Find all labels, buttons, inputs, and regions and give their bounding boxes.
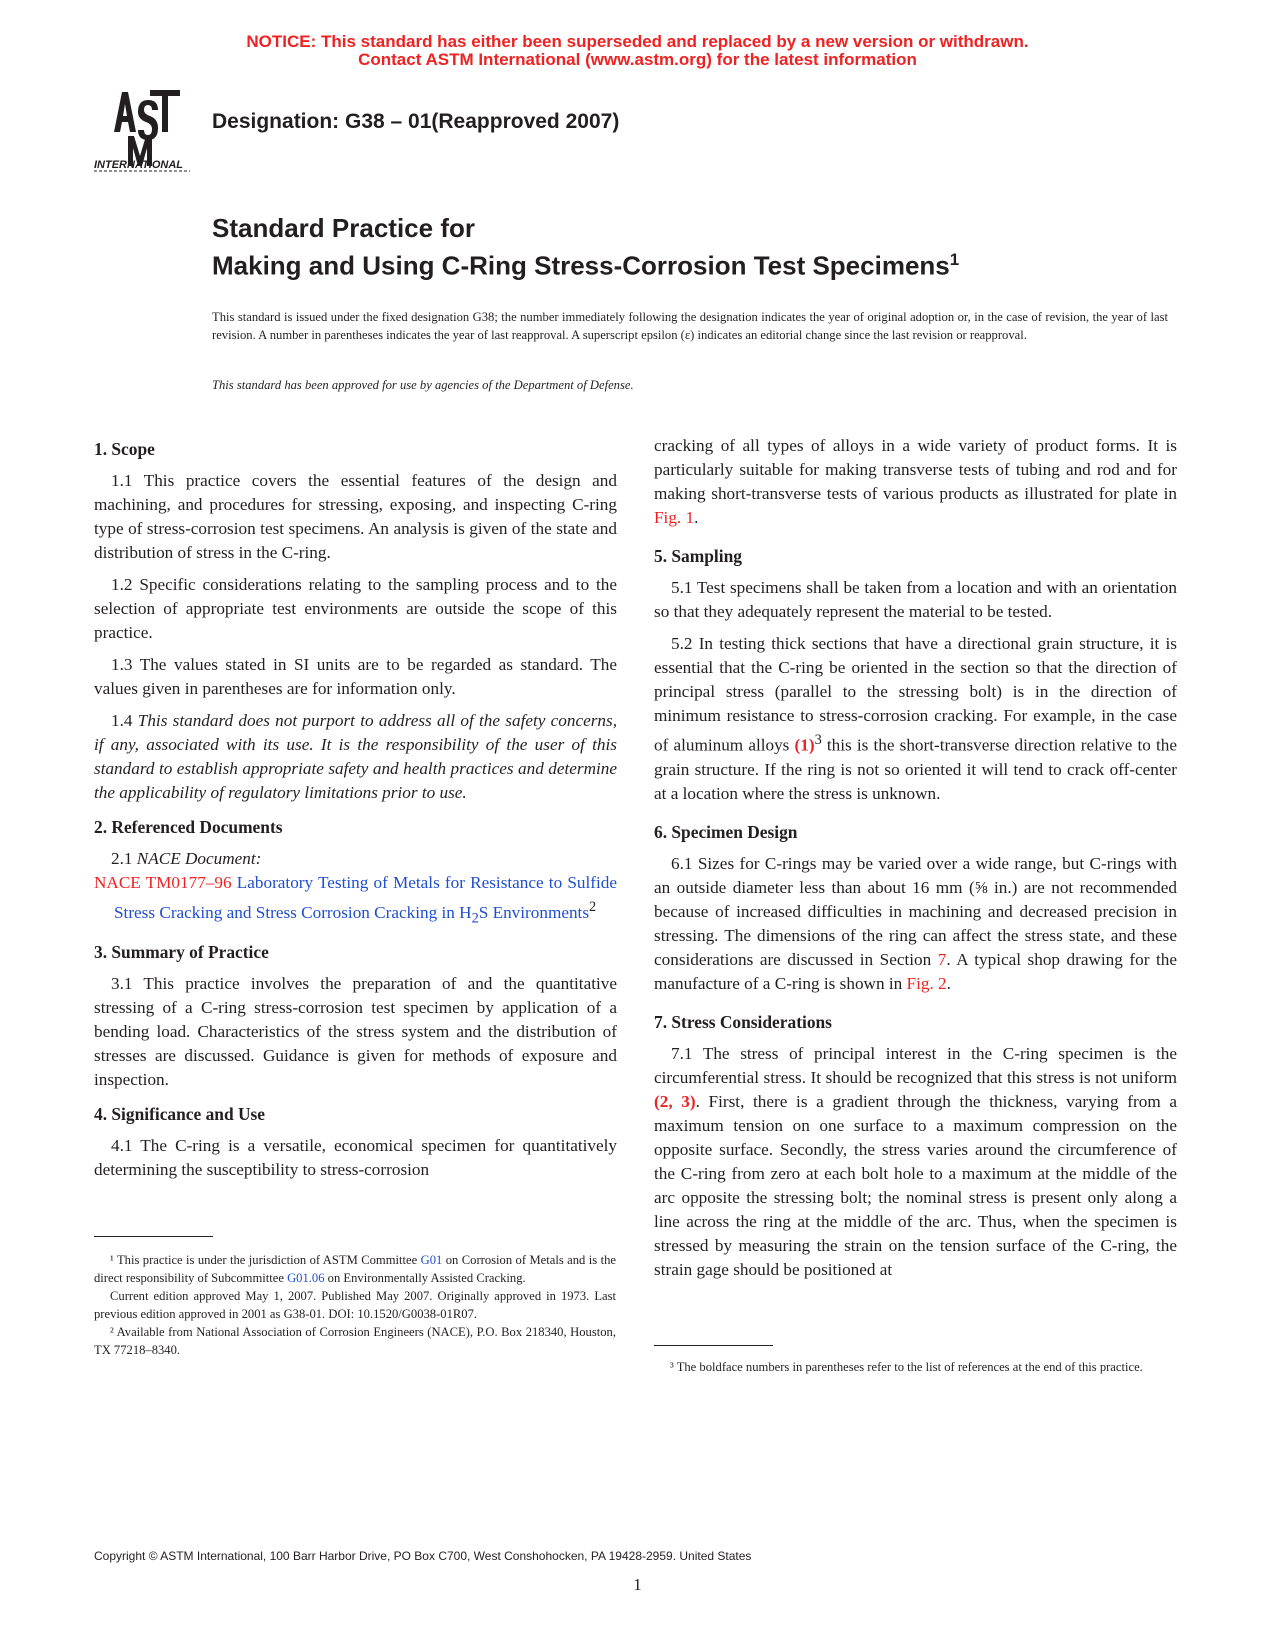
notice-line-2: Contact ASTM International (www.astm.org) for the latest information (358, 50, 917, 69)
footnote-3: ³ The boldface numbers in parentheses refer to the list of references at the end of this practice. (670, 1360, 1143, 1374)
title-line-1: Standard Practice for (212, 213, 475, 243)
para-4-1-continued (654, 434, 1177, 530)
para-6-1-end: . (946, 973, 951, 993)
para-7-1-text-a: 7.1 The stress of principal interest in the C-ring specimen is the circumferential stress. It should be recognized that this stress is not uniform (654, 1043, 1177, 1087)
para-5-2-text-b: this is the short-transverse direction relative to the grain structure. If the ring is not so oriented it will tend to crack off-center at a location where the stress is unknown. (654, 735, 1177, 803)
para-1-1: 1.1 This practice covers the essential features of the design and machining, and procedures for stressing, exposing, and inspecting C-ring type of stress-corrosion test specimens. An analysis is given of the state and distribution of stress in the C-ring. (94, 471, 617, 562)
title-footnote-mark: 1 (949, 250, 960, 269)
footnote-1-text-c: on Environmentally Assisted Cracking. (324, 1271, 526, 1285)
footnote-1 (94, 1251, 616, 1287)
para-5-2 (654, 632, 1177, 806)
footnote-divider-right (654, 1345, 773, 1346)
para-1-4-text: This standard does not purport to address all of the safety concerns, if any, associated with its use. It is the responsibility of the user of this standard to establish appropriate safety and health practices and determine the applicability of regulatory limitations prior to use. (94, 711, 618, 802)
reference-title-part-2[interactable]: S Environments (478, 902, 590, 922)
para-7-1-text-b: . First, there is a gradient through the thickness, varying from a maximum tension on one surface to a maximum compression on the opposite surface. Secondly, the stress varies around the circumference of the C-ring from zero at each bolt hole to a maximum at the middle of the arc opposite the stressing bolt; the nominal stress is present only along a line across the ring at the middle of the arc. Thus, when the specimen is stressed by measuring the strain on the tension surface of the C-ring, the strain gage should be positioned at (654, 1091, 1177, 1279)
footnote-1-text-b: on Corrosion of Metals and is the direct responsibility of Subcommittee (94, 1253, 616, 1285)
para-6-1-text-a: 6.1 Sizes for C-rings may be varied over a wide range, but C-rings with an outside diameter less than about 16 mm (⅝ in.) are not recommended because of increased difficulties in machining and decreased precision in stressing. The dimensions of the ring can affect the stress state, and these considerations are discussed in Section (654, 853, 1177, 969)
footnote-1-edition: Current edition approved May 1, 2007. Published May 2007. Originally approved in 1973. Last previous edition approved in 2001 as G38-01. DOI: 10.1520/G0038-01R07. (94, 1289, 616, 1321)
para-5-2-text-a: 5.2 In testing thick sections that have a directional grain structure, it is essential that the C-ring be oriented in the section so that the direction of principal stress (parallel to the stressing bolt) is in the direction of minimum resistance to stress-corrosion cracking. For example, in the case of aluminum alloys (654, 634, 1177, 755)
footnote-divider-left (94, 1236, 213, 1237)
title-line-2 (212, 244, 959, 282)
section-1-heading: 1. Scope (94, 439, 155, 459)
para-4-1-end: . (694, 508, 699, 527)
reference-1-link[interactable]: (1) (794, 735, 815, 755)
para-5-1: 5.1 Test specimens shall be taken from a location and with an orientation so that they adequately represent the material to be tested. (654, 578, 1177, 621)
references-2-3-link[interactable]: (2, 3) (654, 1091, 696, 1111)
designation: Designation: G38 – 01(Reapproved 2007) (212, 110, 620, 133)
reference-footnote-mark: 2 (589, 899, 597, 915)
title-line-2-text: Making and Using C-Ring Stress-Corrosion Test Specimens (212, 250, 950, 281)
section-3-heading: 3. Summary of Practice (94, 942, 269, 963)
para-6-1-text-b: . A typical shop drawing for the manufacture of a C-ring is shown in (654, 949, 1177, 993)
para-1-4-num: 1.4 (111, 711, 138, 730)
page-number: 1 (633, 1575, 642, 1594)
footnotes-right (654, 1358, 1176, 1376)
para-6-1 (654, 852, 1177, 996)
committee-g01-link[interactable]: G01 (420, 1253, 443, 1267)
fig-1-link[interactable]: Fig. 1 (654, 508, 695, 527)
para-4-1: 4.1 The C-ring is a versatile, economical specimen for quantitatively determining the susceptibility to stress-corrosion (94, 1136, 617, 1180)
standard-issue-note: This standard is issued under the fixed designation G38; the number immediately following the designation indicates the year of original adoption or, in the case of revision, the year of last revision. A number in parentheses indicates the year of last reapproval. A superscript epsilon (ε) indicates an editorial change since the last revision or reapproval. (212, 310, 1168, 342)
reference-code-link[interactable]: NACE TM0177–96 (94, 873, 232, 892)
section-6-heading: 6. Specimen Design (654, 821, 798, 842)
para-1-3: 1.3 The values stated in SI units are to be regarded as standard. The values given in parentheses are for information only. (94, 655, 617, 698)
section-2-heading: 2. Referenced Documents (94, 817, 283, 837)
copyright-line: Copyright © ASTM International, 100 Barr Harbor Drive, PO Box C700, West Conshohocken, PA 19428-2959. United States (94, 1549, 752, 1563)
section-7-link[interactable]: 7 (937, 949, 947, 969)
reference-title-part-1[interactable]: Laboratory Testing of Metals for Resistance to Sulfide Stress Cracking and Stress Corrosion Cracking in H (114, 873, 617, 922)
para-1-2: 1.2 Specific considerations relating to the sampling process and to the selection of appropriate test environments are outside the scope of this practice. (94, 575, 617, 642)
notice-line-1: NOTICE: This standard has either been superseded and replaced by a new version or withdrawn. (246, 32, 1029, 51)
footnotes-left (94, 1251, 616, 1359)
withdrawal-notice (0, 33, 1275, 69)
reference-subscript: 2 (471, 910, 479, 927)
dod-approval-note: This standard has been approved for use by agencies of the Department of Defense. (212, 378, 634, 392)
page-title (212, 212, 959, 282)
left-column (94, 431, 617, 1190)
footnote-2: ² Available from National Association of Corrosion Engineers (NACE), P.O. Box 218340, Houston, TX 77218–8340. (94, 1325, 616, 1357)
para-3-1: 3.1 This practice involves the preparation of and the quantitative stressing of a C-ring stress-corrosion test specimen by application of a bending load. Characteristics of the stress system and the distribution of stresses are discussed. Guidance is given for methods of exposure and inspection. (94, 974, 617, 1090)
para-2-1-num: 2.1 (111, 849, 137, 868)
section-4-heading: 4. Significance and Use (94, 1104, 266, 1125)
para-2-1-text: NACE Document: (136, 849, 262, 868)
reference-nace-tm0177[interactable] (94, 871, 617, 930)
para-2-1 (94, 847, 617, 871)
para-1-4 (94, 709, 617, 805)
footnote-1-text-a: ¹ This practice is under the jurisdiction of ASTM Committee (110, 1253, 421, 1267)
subcommittee-g0106-link[interactable]: G01.06 (287, 1271, 325, 1285)
logo-text: INTERNATIONAL (94, 159, 184, 171)
para-7-1 (654, 1042, 1177, 1282)
footnote-3-mark: 3 (814, 732, 822, 748)
section-7-heading: 7. Stress Considerations (654, 1011, 832, 1032)
astm-logo-icon (92, 82, 202, 178)
right-column (654, 434, 1177, 1290)
section-5-heading: 5. Sampling (654, 546, 742, 566)
para-4-1-cont-text: cracking of all types of alloys in a wide variety of product forms. It is particularly suitable for making transverse tests of tubing and rod and for making short-transverse tests of various products as illustrated for plate in (654, 436, 1177, 503)
fig-2-link[interactable]: Fig. 2 (906, 973, 947, 993)
